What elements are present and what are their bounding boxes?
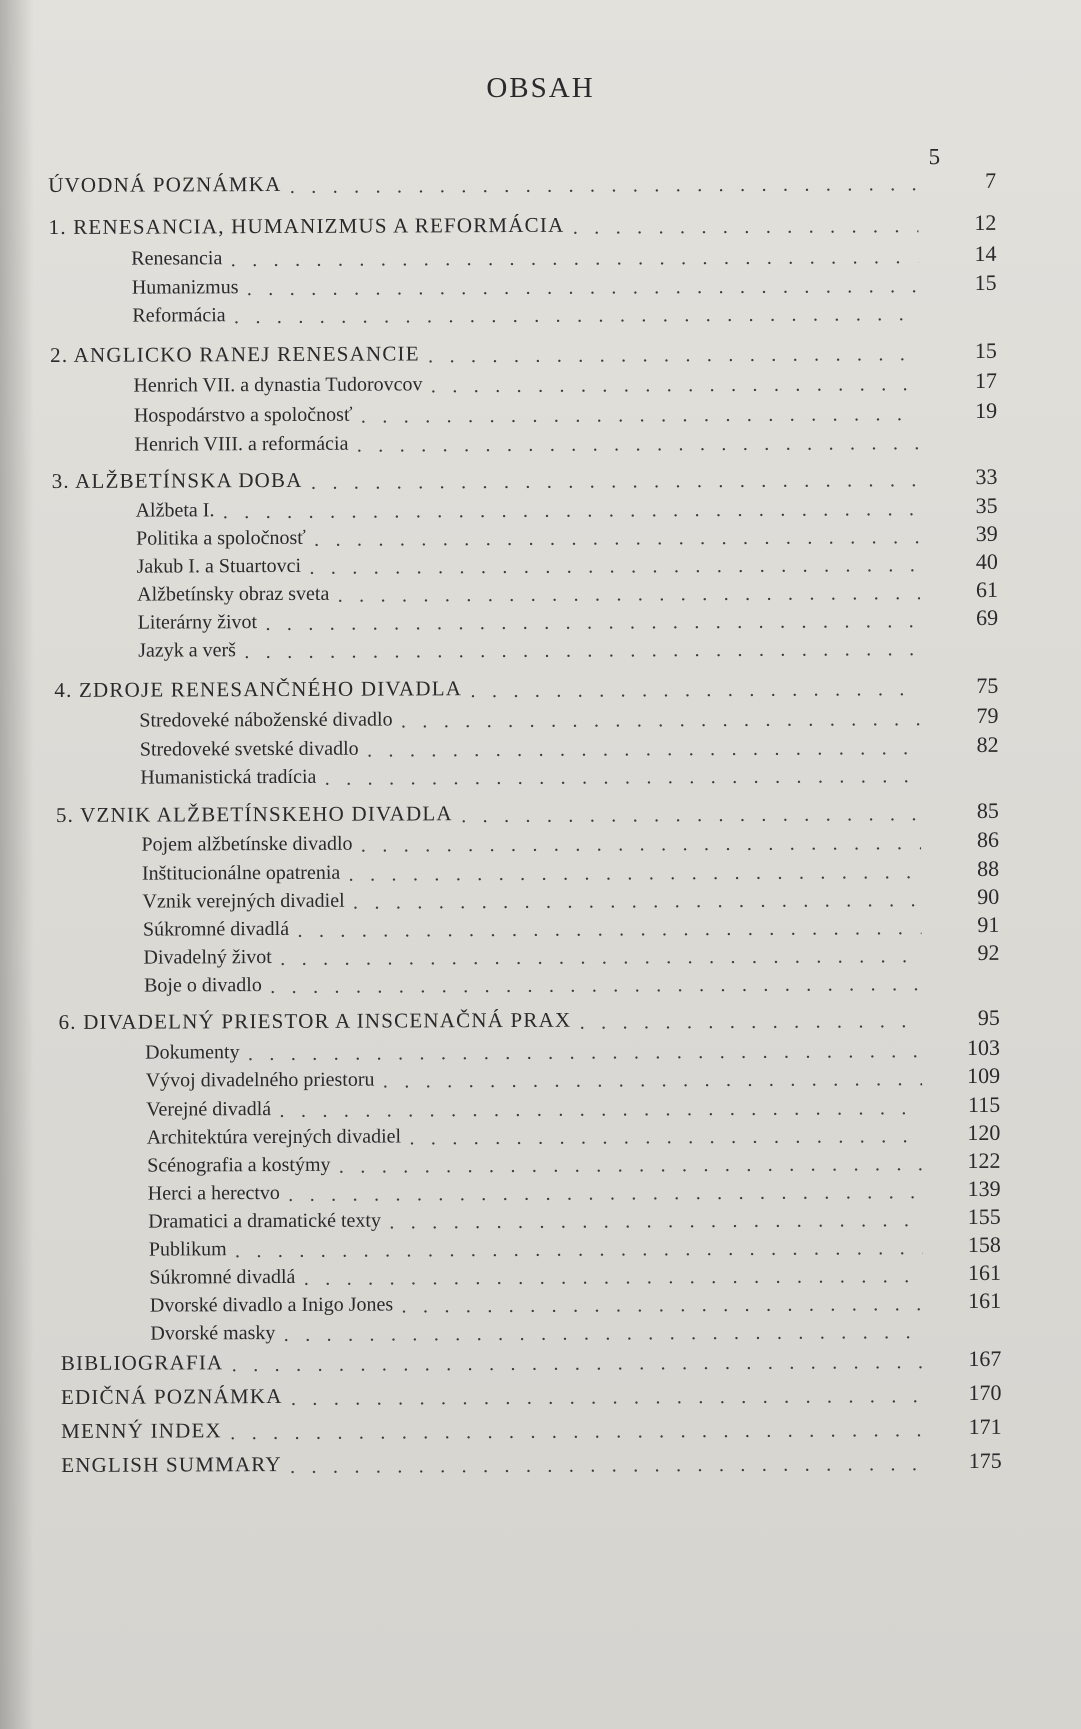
toc-leader-dots — [234, 306, 919, 327]
toc-entry-title: Herci a herectvo — [147, 1181, 280, 1205]
toc-chapter-entry — [61, 1342, 1014, 1376]
toc-entry-title: Publikum — [148, 1238, 227, 1261]
toc-entry-title: Vývoj divadelného priestoru — [145, 1068, 375, 1092]
toc-chapter-entry — [58, 1001, 1011, 1035]
toc-entry-title: Reformácia — [132, 304, 226, 327]
toc-entry-title: 6. DIVADELNÝ PRIESTOR A INSCENAČNÁ PRAX — [58, 1007, 572, 1034]
toc-page-number: 158 — [967, 1231, 1001, 1257]
toc-page-number: 79 — [976, 702, 999, 728]
toc-leader-dots — [430, 376, 919, 396]
toc-entry-title: Dramatici a dramatické texty — [148, 1209, 381, 1233]
toc-page-number: 88 — [977, 855, 1000, 881]
toc-chapter-entry — [61, 1376, 1014, 1410]
toc-chapter-entry — [48, 164, 1008, 198]
toc-page-number: 120 — [967, 1119, 1001, 1145]
toc-leader-dots — [324, 768, 920, 789]
toc-entry-title: Henrich VIII. a reformácia — [134, 432, 349, 456]
toc-leader-dots — [579, 1013, 922, 1032]
toc-page-number: 75 — [976, 672, 999, 698]
toc-page-number: 139 — [967, 1175, 1001, 1201]
toc-entry-title: Renesancia — [131, 247, 223, 270]
toc-page-number: 15 — [974, 269, 997, 295]
toc-leader-dots — [428, 346, 919, 366]
toc-entry-title: Alžbetínsky obraz sveta — [137, 582, 330, 606]
toc-page-number: 109 — [967, 1062, 1001, 1088]
toc-page-number: 167 — [968, 1345, 1002, 1371]
toc-entry-title: Verejné divadlá — [146, 1098, 272, 1121]
toc-entry-title: BIBLIOGRAFIA — [60, 1350, 224, 1375]
toc-page-number: 12 — [974, 209, 997, 235]
toc-leader-dots — [356, 435, 919, 455]
toc-page-number: 15 — [974, 337, 997, 363]
toc-page-number: 115 — [967, 1091, 1001, 1117]
toc-entry-title: ÚVODNÁ POZNÁMKA — [48, 171, 282, 197]
toc-entry-title: Architektúra verejných divadiel — [146, 1125, 402, 1149]
toc-entry-title: Divadelný život — [143, 946, 272, 969]
page-title: OBSAH — [486, 72, 595, 104]
toc-entry-title: ENGLISH SUMMARY — [61, 1451, 282, 1477]
toc-entry-title: 3. ALŽBETÍNSKA DOBA — [51, 467, 303, 493]
toc-page-number: 33 — [975, 463, 998, 489]
toc-entry-title: Súkromné divadlá — [149, 1265, 296, 1289]
toc-chapter-entry — [54, 669, 1010, 703]
toc-entry-title: 4. ZDROJE RENESANČNÉHO DIVADLA — [54, 676, 463, 702]
toc-entry-title: Stredoveké náboženské divadlo — [139, 708, 393, 732]
toc-page-number: 175 — [968, 1447, 1002, 1473]
toc-entry-title: Pojem alžbetínske divadlo — [141, 832, 353, 856]
toc-leader-dots — [270, 976, 922, 997]
toc-page-number: 14 — [974, 240, 997, 266]
toc-entry-title: 5. VZNIK ALŽBETÍNSKEHO DIVADLA — [55, 801, 453, 827]
toc-entry-title: Humanistická tradícia — [140, 765, 317, 789]
toc-page-number: 17 — [974, 367, 998, 393]
toc-page-number: 39 — [975, 520, 998, 546]
toc-entry-title: 2. ANGLICKO RANEJ RENESANCIE — [50, 341, 420, 367]
toc-entry-title: Inštitucionálne opatrenia — [141, 861, 341, 885]
toc-entry-title: EDIČNÁ POZNÁMKA — [60, 1383, 283, 1409]
toc-leader-dots — [289, 176, 918, 197]
toc-page-number: 103 — [966, 1034, 1000, 1060]
toc-page-number: 82 — [976, 731, 999, 757]
toc-section-entry — [62, 964, 1012, 998]
toc-section-entry — [50, 294, 1009, 328]
toc-page-number: 95 — [977, 1004, 1000, 1030]
toc-page-number: 7 — [985, 167, 997, 193]
toc-page-number: 161 — [967, 1287, 1002, 1313]
toc-entry-title: Dvorské divadlo a Inigo Jones — [149, 1293, 394, 1317]
toc-section-entry — [51, 364, 1009, 398]
toc-section-entry — [58, 756, 1011, 790]
toc-entry-title: Jazyk a verš — [138, 639, 236, 662]
toc-leader-dots — [470, 681, 920, 701]
toc-page-number: 35 — [975, 492, 998, 518]
toc-leader-dots — [291, 1388, 924, 1409]
toc-entry-title: Politika a spoločnosť — [136, 526, 306, 550]
toc-chapter-entry — [61, 1410, 1014, 1444]
toc-section-entry — [52, 423, 1009, 457]
toc-entry-title: Stredoveké svetské divadlo — [139, 737, 359, 761]
toc-entry-title: Henrich VII. a dynastia Tudorovcov — [133, 373, 423, 397]
table-of-contents — [48, 144, 1008, 1477]
toc-entry-title: Boje o divadlo — [143, 974, 262, 997]
toc-page-number: 91 — [977, 911, 1000, 937]
toc-entry-title: Dokumenty — [145, 1041, 240, 1064]
toc-section-entry — [68, 1312, 1013, 1346]
toc-page-number: 5 — [928, 144, 941, 170]
toc-entry-title: 1. RENESANCIA, HUMANIZMUS A REFORMÁCIA — [48, 212, 565, 239]
toc-leader-dots — [244, 641, 920, 662]
toc-page-number: 86 — [976, 826, 1000, 852]
toc-entry-title: Jakub I. a Stuartovci — [136, 554, 302, 578]
toc-chapter-entry — [50, 334, 1009, 368]
toc-page-number: 161 — [967, 1259, 1001, 1285]
toc-leader-dots — [290, 1456, 924, 1477]
toc-page-number: 19 — [975, 397, 998, 423]
toc-entry-title: Humanizmus — [131, 276, 239, 299]
toc-entry-title: MENNÝ INDEX — [61, 1418, 222, 1443]
toc-leader-dots — [572, 218, 918, 238]
toc-entry-title: Súkromné divadlá — [142, 917, 290, 941]
toc-page-number: 171 — [968, 1413, 1002, 1439]
toc-section-entry — [56, 629, 1010, 663]
toc-entry-title: Scénografia a kostýmy — [147, 1153, 331, 1177]
toc-page-number: 40 — [975, 548, 998, 574]
toc-leader-dots — [230, 1422, 924, 1443]
toc-page-number: 90 — [977, 883, 1000, 909]
toc-entry-title: Dvorské masky — [150, 1322, 276, 1345]
toc-page-number: 69 — [976, 604, 999, 630]
toc-leader-dots — [231, 1354, 923, 1375]
toc-page-number: 155 — [967, 1203, 1001, 1229]
toc-page-number: 85 — [976, 797, 999, 823]
toc-page-number: 61 — [975, 576, 998, 602]
toc-page-number: 170 — [968, 1379, 1002, 1405]
toc-chapter-entry — [49, 206, 1009, 240]
toc-entry-title: Alžbeta I. — [135, 499, 215, 522]
toc-entry-title: Vznik verejných divadiel — [142, 889, 345, 913]
toc-entry-title: Literárny život — [137, 611, 258, 634]
toc-page-number: 122 — [967, 1147, 1001, 1173]
toc-page-number: 92 — [977, 939, 1000, 965]
toc-chapter-entry — [61, 1444, 1014, 1478]
toc-entry-title: Hospodárstvo a spoločnosť — [133, 403, 353, 427]
